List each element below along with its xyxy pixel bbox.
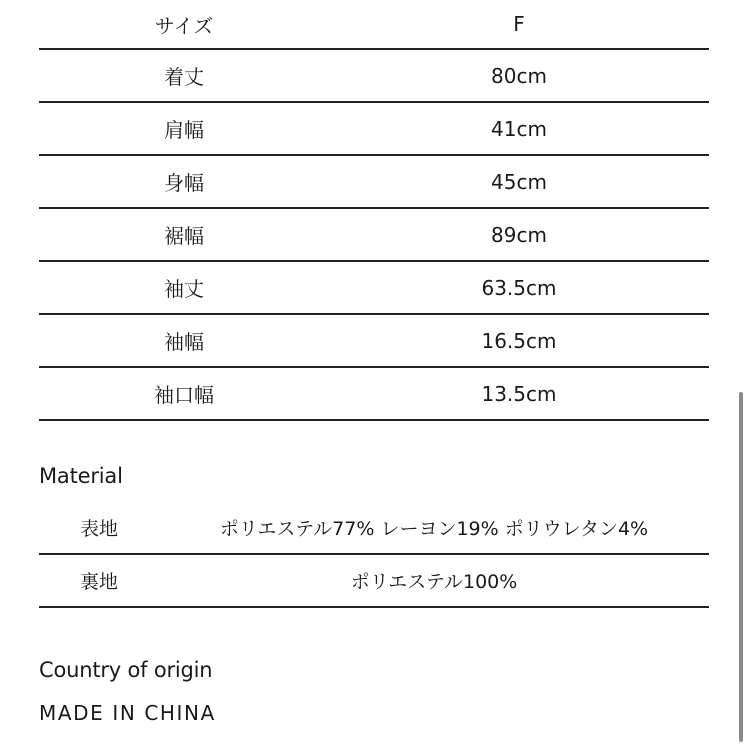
size-row-label: 裾幅 <box>39 208 329 261</box>
size-row-label: 袖口幅 <box>39 367 329 420</box>
table-row <box>39 155 709 208</box>
material-row-label: 表地 <box>39 502 159 554</box>
table-row <box>39 261 709 314</box>
size-table-header <box>39 0 709 49</box>
origin-value: MADE IN CHINA <box>39 701 216 725</box>
size-row-label: 肩幅 <box>39 102 329 155</box>
size-row-value: 80cm <box>329 49 709 102</box>
size-row-value: 16.5cm <box>329 314 709 367</box>
size-table <box>39 0 709 421</box>
size-row-label: 身幅 <box>39 155 329 208</box>
size-header-label: サイズ <box>154 13 214 38</box>
size-row-value: 89cm <box>329 208 709 261</box>
size-header-value: F <box>513 12 525 36</box>
size-row-label: 袖幅 <box>39 314 329 367</box>
size-row-label: 袖丈 <box>39 261 329 314</box>
material-row-label: 裏地 <box>39 554 159 607</box>
table-row <box>39 554 709 607</box>
table-row <box>39 208 709 261</box>
material-table <box>39 502 709 608</box>
vertical-scrollbar[interactable] <box>739 392 743 742</box>
material-heading: Material <box>39 464 123 488</box>
table-row <box>39 49 709 102</box>
size-row-value: 63.5cm <box>329 261 709 314</box>
origin-heading: Country of origin <box>39 658 213 682</box>
material-row-value: ポリエステル77% レーヨン19% ポリウレタン4% <box>159 502 709 554</box>
size-row-value: 45cm <box>329 155 709 208</box>
table-row <box>39 367 709 420</box>
material-row-value: ポリエステル100% <box>159 554 709 607</box>
size-row-value: 13.5cm <box>329 367 709 420</box>
table-row <box>39 314 709 367</box>
size-row-label: 着丈 <box>39 49 329 102</box>
size-row-value: 41cm <box>329 102 709 155</box>
table-row <box>39 102 709 155</box>
table-row <box>39 502 709 554</box>
